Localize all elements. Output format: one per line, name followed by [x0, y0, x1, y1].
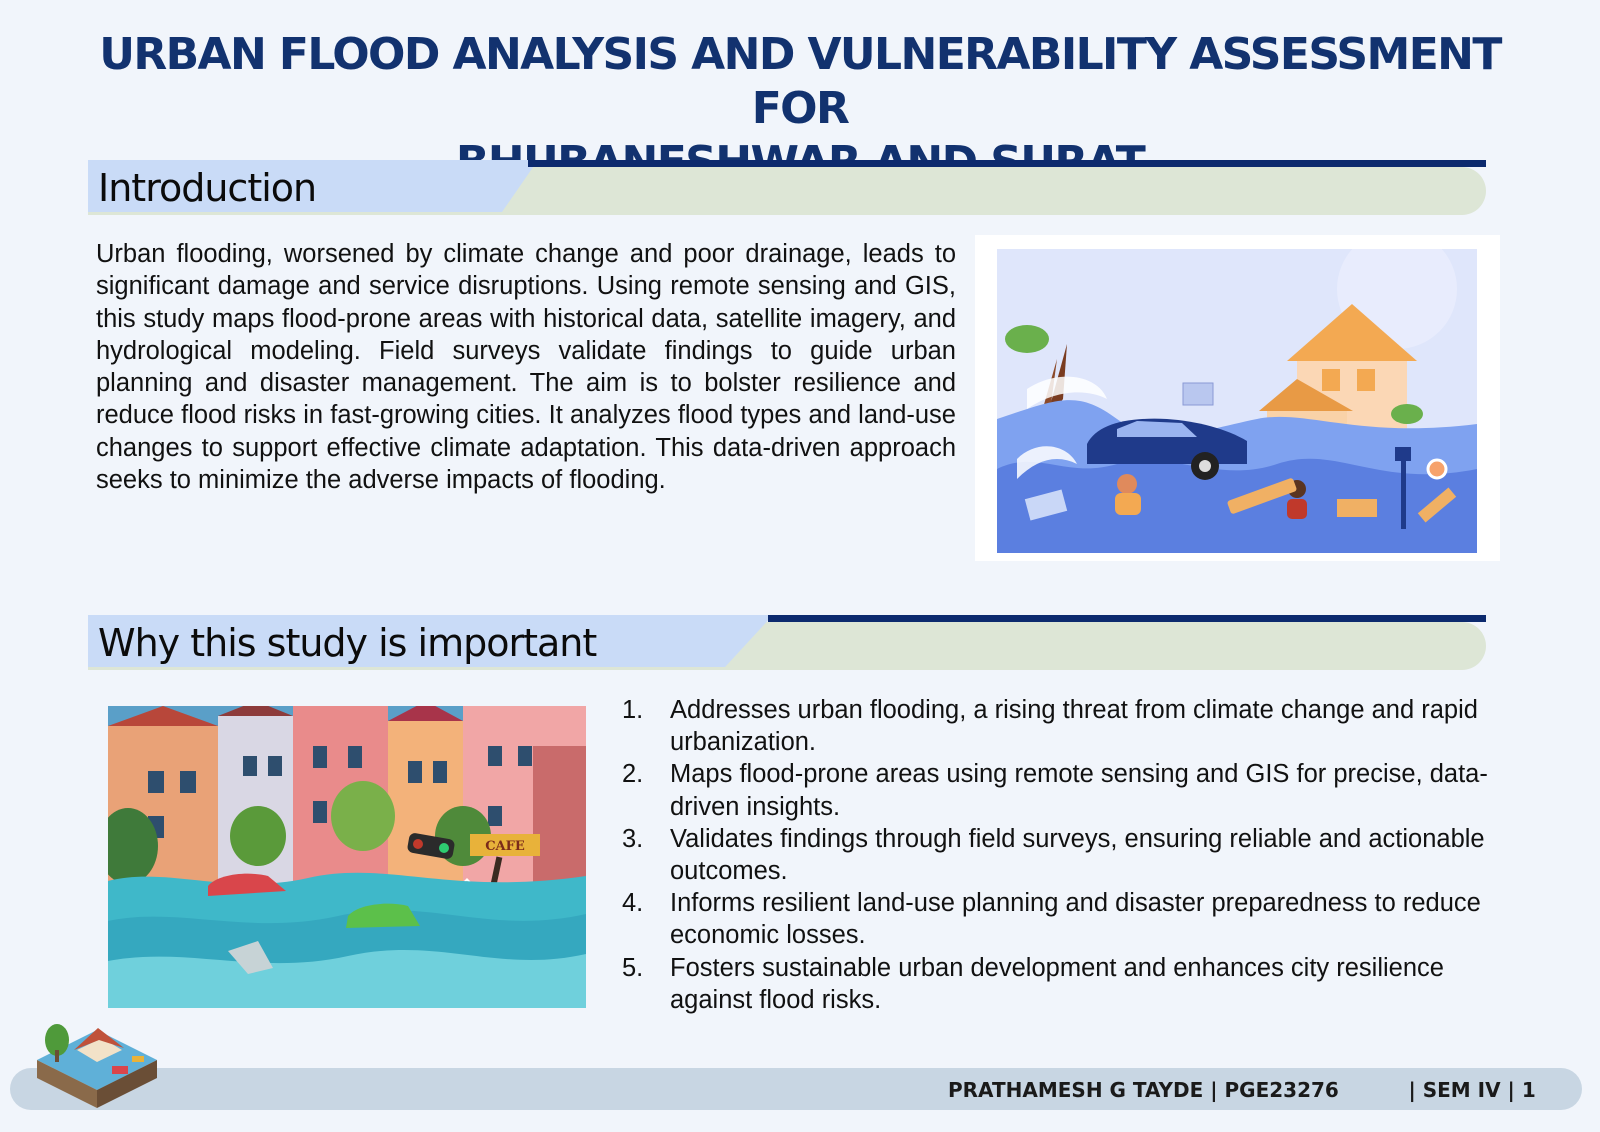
list-item: 5. Fosters sustainable urban development and enhances city resilience against flood risks.	[622, 953, 1444, 1014]
flood-rescue-drawing	[997, 249, 1477, 553]
flooded-city-illustration	[108, 706, 586, 1013]
flooded-city-drawing	[108, 706, 586, 1008]
cafe-sign-text: CAFE	[485, 839, 525, 854]
flood-rescue-illustration	[975, 235, 1500, 561]
introduction-paragraph: Urban flooding, worsened by climate change and poor drainage, leads to significant damage and service disruptions. Using remote sensing and GIS, this study maps flood-prone areas with historical data, satellite imagery, and hydrological modeling. Field surveys validate findings to guide urban planning and disaster management. The aim is to bolster resilience and reduce flood risks in fast-growing cities. It analyzes flood types and land-use changes to support effective climate adaptation. This data-driven approach seeks to minimize the adverse impacts of flooding.	[96, 240, 956, 495]
list-item: 4. Informs resilient land-use planning and disaster preparedness to reduce economic losses.	[622, 889, 1481, 950]
importance-list	[620, 694, 1500, 1016]
list-item: 1. Addresses urban flooding, a rising threat from climate change and rapid urbanization.	[622, 696, 1478, 757]
header-accent-line	[528, 160, 1486, 167]
footer-text: PRATHAMESH G TAYDE | PGE23276 | SEM IV | 1	[948, 1078, 1536, 1102]
list-item: 2. Maps flood-prone areas using remote sensing and GIS for precise, data-driven insights.	[622, 760, 1488, 821]
header-accent-line	[768, 615, 1486, 622]
importance-header	[88, 615, 1486, 671]
list-item: 3. Validates findings through field surveys, ensuring reliable and actionable outcomes.	[622, 824, 1485, 886]
importance-heading: Why this study is important	[98, 621, 597, 665]
isometric-house-icon	[32, 1010, 162, 1110]
introduction-header	[88, 160, 1486, 216]
introduction-heading: Introduction	[98, 166, 317, 210]
title-line-1: URBAN FLOOD ANALYSIS AND VULNERABILITY ASSESSMENT FOR	[99, 29, 1501, 134]
